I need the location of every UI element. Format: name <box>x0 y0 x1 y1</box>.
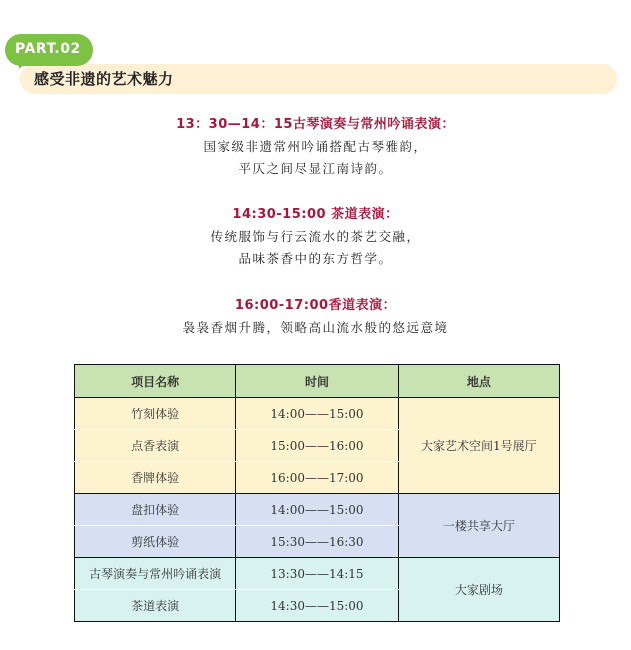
schedule-table <box>74 364 560 622</box>
item-location: 大家艺术空间1号展厅 <box>398 398 559 494</box>
program-block-1 <box>0 114 631 180</box>
item-location: 大家剧场 <box>398 558 559 622</box>
item-time: 13:30——14:15 <box>236 558 398 590</box>
header-time: 时间 <box>236 365 398 398</box>
item-time: 14:30——15:00 <box>236 590 398 622</box>
item-time: 16:00——17:00 <box>236 462 398 494</box>
item-name: 竹刻体验 <box>75 398 236 430</box>
program-block-3 <box>0 295 631 339</box>
program-desc-line: 传统服饰与行云流水的茶艺交融， <box>210 229 421 244</box>
item-location: 一楼共享大厅 <box>398 494 559 558</box>
program-title: 16:00-17:00香道表演： <box>234 298 397 313</box>
table-header-row <box>75 365 560 398</box>
part-badge-label: PART.02 <box>15 41 81 57</box>
program-title: 14:30-15:00 茶道表演： <box>232 207 399 222</box>
header-name: 项目名称 <box>75 365 236 398</box>
item-time: 15:30——16:30 <box>236 526 398 558</box>
item-name: 盘扣体验 <box>75 494 236 526</box>
item-time: 15:00——16:00 <box>236 430 398 462</box>
section-title: 感受非遗的艺术魅力 <box>34 70 174 88</box>
header-location: 地点 <box>398 365 559 398</box>
table-row <box>75 494 560 526</box>
program-desc-line: 国家级非遗常州吟诵搭配古琴雅韵， <box>203 139 428 154</box>
item-name: 香牌体验 <box>75 462 236 494</box>
program-desc-line: 品味茶香中的东方哲学。 <box>238 251 393 266</box>
item-name: 古琴演奏与常州吟诵表演 <box>75 558 236 590</box>
program-desc-line: 袅袅香烟升腾，领略高山流水般的悠远意境 <box>182 320 449 335</box>
table-row <box>75 558 560 590</box>
program-block-2 <box>0 204 631 270</box>
item-name: 茶道表演 <box>75 590 236 622</box>
item-time: 14:00——15:00 <box>236 494 398 526</box>
program-desc-line: 平仄之间尽显江南诗韵。 <box>238 161 393 176</box>
item-time: 14:00——15:00 <box>236 398 398 430</box>
item-name: 点香表演 <box>75 430 236 462</box>
item-name: 剪纸体验 <box>75 526 236 558</box>
program-title: 13：30—14：15古琴演奏与常州吟诵表演： <box>176 117 455 132</box>
table-row <box>75 398 560 430</box>
